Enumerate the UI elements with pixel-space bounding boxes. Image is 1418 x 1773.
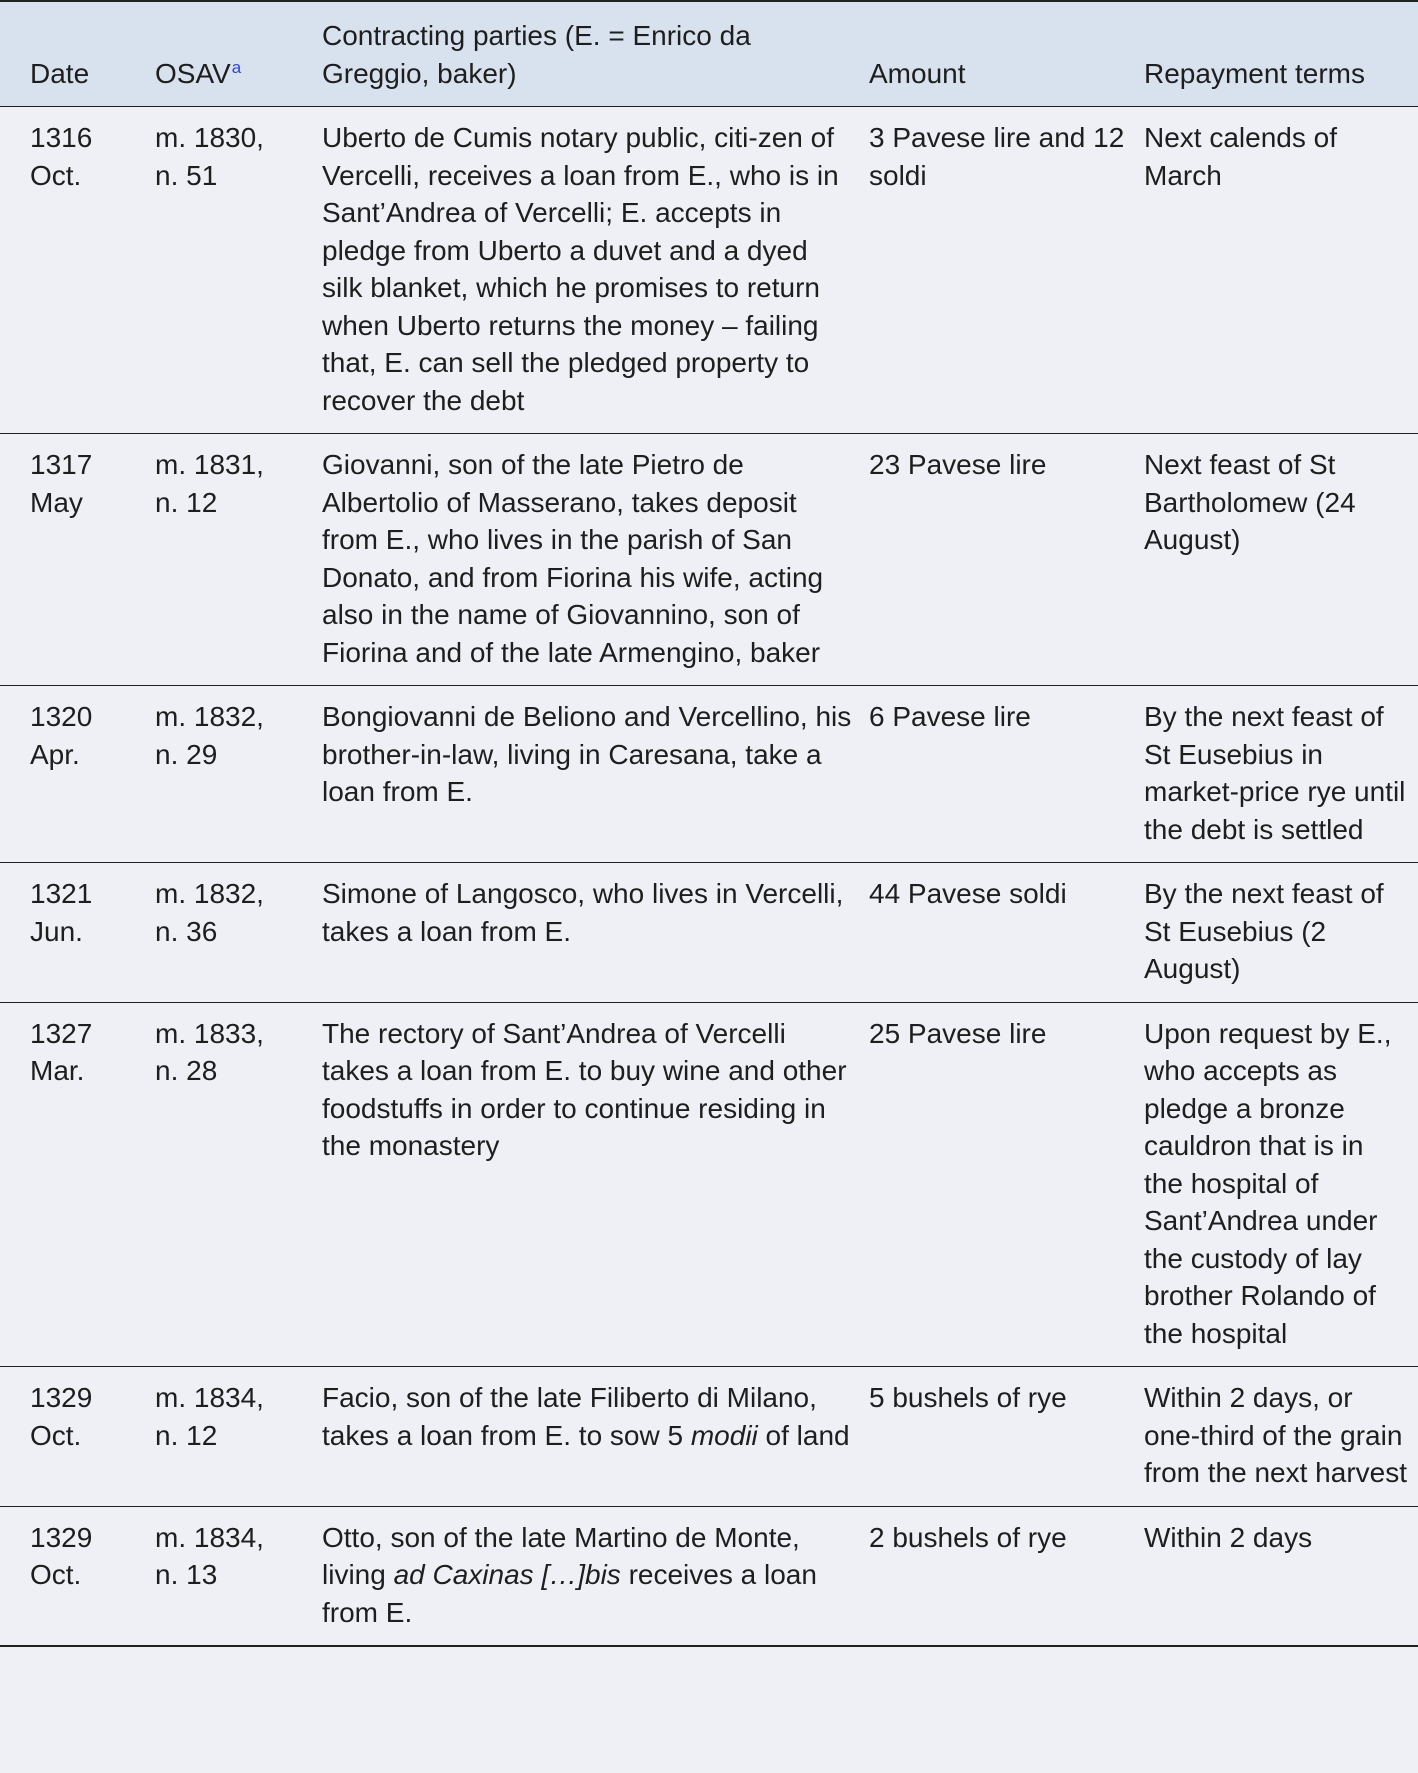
terms-cell: Next feast of St Bartholomew (24 August) <box>1144 434 1418 686</box>
date-month: Mar. <box>30 1055 85 1086</box>
date-year: 1327 <box>30 1017 93 1049</box>
amount-cell: 6 Pavese lire <box>869 686 1144 863</box>
header-amount: Amount <box>869 1 1144 107</box>
osav-m: m. 1834, <box>155 1521 264 1553</box>
table-header <box>0 1 1418 107</box>
table-row <box>0 686 1418 863</box>
date-cell <box>0 1506 155 1646</box>
date-year: 1317 <box>30 449 93 480</box>
date-cell <box>0 863 155 1003</box>
osav-n: n. 36 <box>155 915 218 947</box>
parties-cell: Uberto de Cumis notary public, citi-zen of Vercelli, receives a loan from E., who is in Sant’Andrea of Vercelli; E. accepts in pledge from Uberto a duvet and a dyed silk blanket, which he promises to return when Uberto returns the money – failing that, E. can sell the pledged property to recover the debt <box>322 107 869 434</box>
header-repayment-terms: Repayment terms <box>1144 1 1418 107</box>
date-month: Jun. <box>30 915 83 947</box>
osav-cell <box>155 1367 322 1507</box>
osav-n: n. 28 <box>155 1055 218 1086</box>
parties-cell <box>322 1367 869 1507</box>
table-row <box>0 863 1418 1003</box>
osav-n: n. 12 <box>155 486 218 518</box>
osav-n: n. 51 <box>155 159 218 191</box>
table-row <box>0 434 1418 686</box>
date-year: 1321 <box>30 878 93 909</box>
amount-cell: 25 Pavese lire <box>869 1002 1144 1367</box>
date-year: 1320 <box>30 701 93 732</box>
parties-cell: The rectory of Sant’Andrea of Vercelli takes a loan from E. to buy wine and other foodstuffs in order to continue residing in the monastery <box>322 1002 869 1367</box>
date-year: 1329 <box>30 1382 93 1413</box>
header-osav-label: OSAV <box>155 57 231 89</box>
table-row <box>0 1002 1418 1367</box>
osav-n: n. 13 <box>155 1559 218 1590</box>
osav-cell <box>155 686 322 863</box>
osav-m: m. 1832, <box>155 701 264 732</box>
date-cell <box>0 107 155 434</box>
parties-text: Otto, son of the late Martino de Monte, living <box>322 1521 800 1590</box>
osav-cell <box>155 863 322 1003</box>
osav-cell <box>155 1002 322 1367</box>
date-cell <box>0 1367 155 1507</box>
osav-n: n. 12 <box>155 1419 218 1451</box>
osav-m: m. 1830, <box>155 122 264 153</box>
date-cell <box>0 434 155 686</box>
terms-cell: By the next feast of St Eusebius in market-price rye until the debt is settled <box>1144 686 1418 863</box>
amount-cell: 2 bushels of rye <box>869 1506 1144 1646</box>
terms-cell: Next calends of March <box>1144 107 1418 434</box>
footnote-marker-a[interactable]: a <box>231 57 242 77</box>
parties-cell: Simone of Langosco, who lives in Vercelli, takes a loan from E. <box>322 863 869 1003</box>
table-row <box>0 1367 1418 1507</box>
date-month: Oct. <box>30 1559 82 1590</box>
parties-text-end: receives a loan from E. <box>322 1559 817 1628</box>
header-osav <box>155 1 322 107</box>
terms-cell: Within 2 days, or one-third of the grain from the next harvest <box>1144 1367 1418 1507</box>
parties-text-end: of land <box>757 1419 850 1451</box>
osav-m: m. 1834, <box>155 1382 264 1413</box>
date-month: May <box>30 486 83 518</box>
header-date: Date <box>0 1 155 107</box>
date-cell <box>0 1002 155 1367</box>
terms-cell: By the next feast of St Eusebius (2 August) <box>1144 863 1418 1003</box>
osav-cell <box>155 107 322 434</box>
date-year: 1316 <box>30 122 93 153</box>
header-contracting-parties: Contracting parties (E. = Enrico da Greggio, baker) <box>322 1 869 107</box>
terms-cell: Upon request by E., who accepts as pledge a bronze cauldron that is in the hospital of Sant’Andrea under the custody of lay brother Rolando of the hospital <box>1144 1002 1418 1367</box>
date-year: 1329 <box>30 1521 93 1553</box>
osav-m: m. 1832, <box>155 878 264 909</box>
osav-n: n. 29 <box>155 738 218 770</box>
parties-cell: Bongiovanni de Beliono and Vercellino, his brother-in-law, living in Caresana, take a loan from E. <box>322 686 869 863</box>
parties-italic: modii <box>690 1419 758 1451</box>
parties-cell <box>322 1506 869 1646</box>
table-body <box>0 107 1418 1647</box>
date-cell <box>0 686 155 863</box>
amount-cell: 5 bushels of rye <box>869 1367 1144 1507</box>
date-month: Oct. <box>30 1419 82 1451</box>
table-row <box>0 1506 1418 1646</box>
parties-cell: Giovanni, son of the late Pietro de Albertolio of Masserano, takes deposit from E., who lives in the parish of San Donato, and from Fiorina his wife, acting also in the name of Giovannino, son of Fiorina and of the late Armengino, baker <box>322 434 869 686</box>
osav-cell <box>155 1506 322 1646</box>
osav-cell <box>155 434 322 686</box>
terms-cell: Within 2 days <box>1144 1506 1418 1646</box>
osav-m: m. 1831, <box>155 449 264 480</box>
parties-text: Facio, son of the late Filiberto di Milano, takes a loan from E. to sow 5 <box>322 1382 817 1451</box>
table-row <box>0 107 1418 434</box>
amount-cell: 44 Pavese soldi <box>869 863 1144 1003</box>
amount-cell: 23 Pavese lire <box>869 434 1144 686</box>
date-month: Oct. <box>30 159 82 191</box>
parties-italic: ad Caxinas […]bis <box>393 1559 621 1590</box>
osav-m: m. 1833, <box>155 1017 264 1049</box>
amount-cell: 3 Pavese lire and 12 soldi <box>869 107 1144 434</box>
date-month: Apr. <box>30 738 80 770</box>
